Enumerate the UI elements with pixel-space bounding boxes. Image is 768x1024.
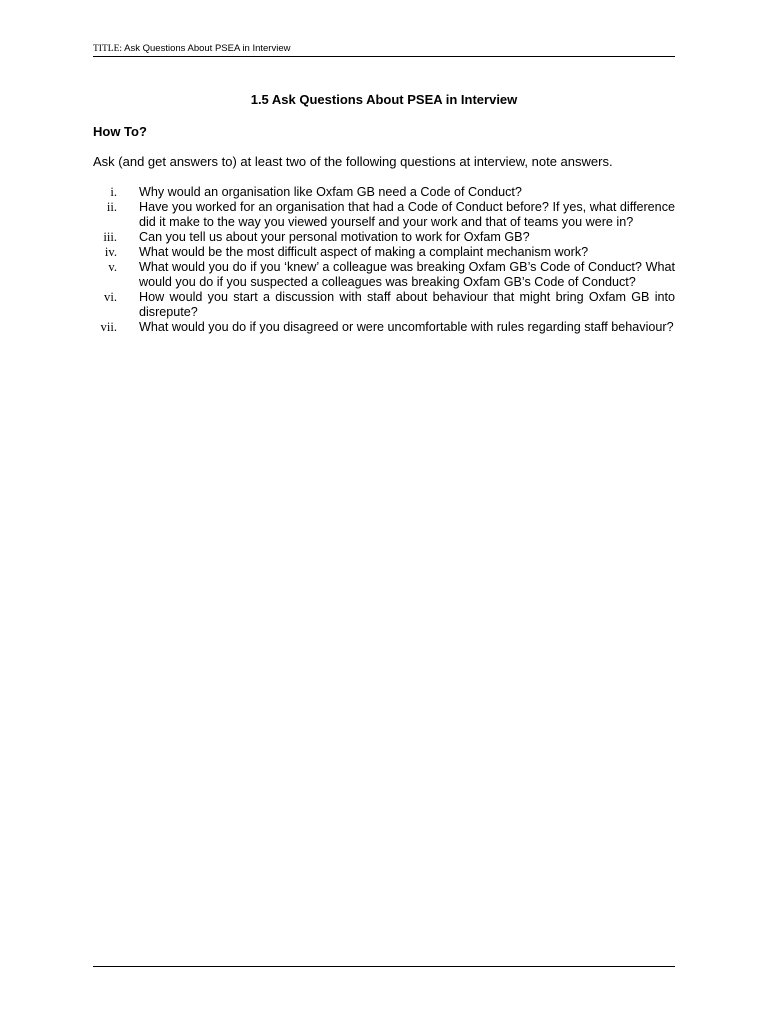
item-number: iv. (104, 245, 117, 259)
section-subheading: How To? (93, 124, 147, 139)
item-number: vi. (104, 290, 117, 304)
question-list (93, 185, 675, 335)
item-number: i. (110, 185, 117, 199)
list-item (93, 185, 675, 200)
list-item (93, 200, 675, 230)
item-number: iii. (103, 230, 117, 244)
footer-divider (93, 966, 675, 967)
item-text: What would be the most difficult aspect of making a complaint mechanism work? (139, 245, 589, 259)
list-item (93, 290, 675, 320)
list-item (93, 260, 675, 290)
item-text: Have you worked for an organisation that had a Code of Conduct before? If yes, what difference did it make to the way you viewed yourself and your work and that of teams you were in? (139, 200, 675, 229)
item-text: How would you start a discussion with staff about behaviour that might bring Oxfam GB into disrepute? (139, 290, 675, 319)
item-number: vii. (100, 320, 117, 334)
intro-paragraph: Ask (and get answers to) at least two of the following questions at interview, note answers. (93, 154, 613, 169)
item-number: v. (108, 260, 117, 274)
page-title: 1.5 Ask Questions About PSEA in Interview (250, 92, 518, 107)
item-text: Can you tell us about your personal motivation to work for Oxfam GB? (139, 230, 530, 244)
item-text: Why would an organisation like Oxfam GB need a Code of Conduct? (139, 185, 522, 199)
header-text: Ask Questions About PSEA in Interview (122, 43, 291, 54)
item-number: ii. (106, 200, 117, 214)
item-text: What would you do if you disagreed or were uncomfortable with rules regarding staff behaviour? (139, 320, 674, 334)
list-item (93, 245, 675, 260)
list-item (93, 320, 675, 335)
running-header (93, 43, 675, 57)
header-label: TITLE: (93, 44, 123, 54)
item-text: What would you do if you ‘knew’ a colleague was breaking Oxfam GB’s Code of Conduct? What would you do if you suspected a colleagues was breaking Oxfam GB’s Code of Conduct? (139, 260, 675, 289)
list-item (93, 230, 675, 245)
